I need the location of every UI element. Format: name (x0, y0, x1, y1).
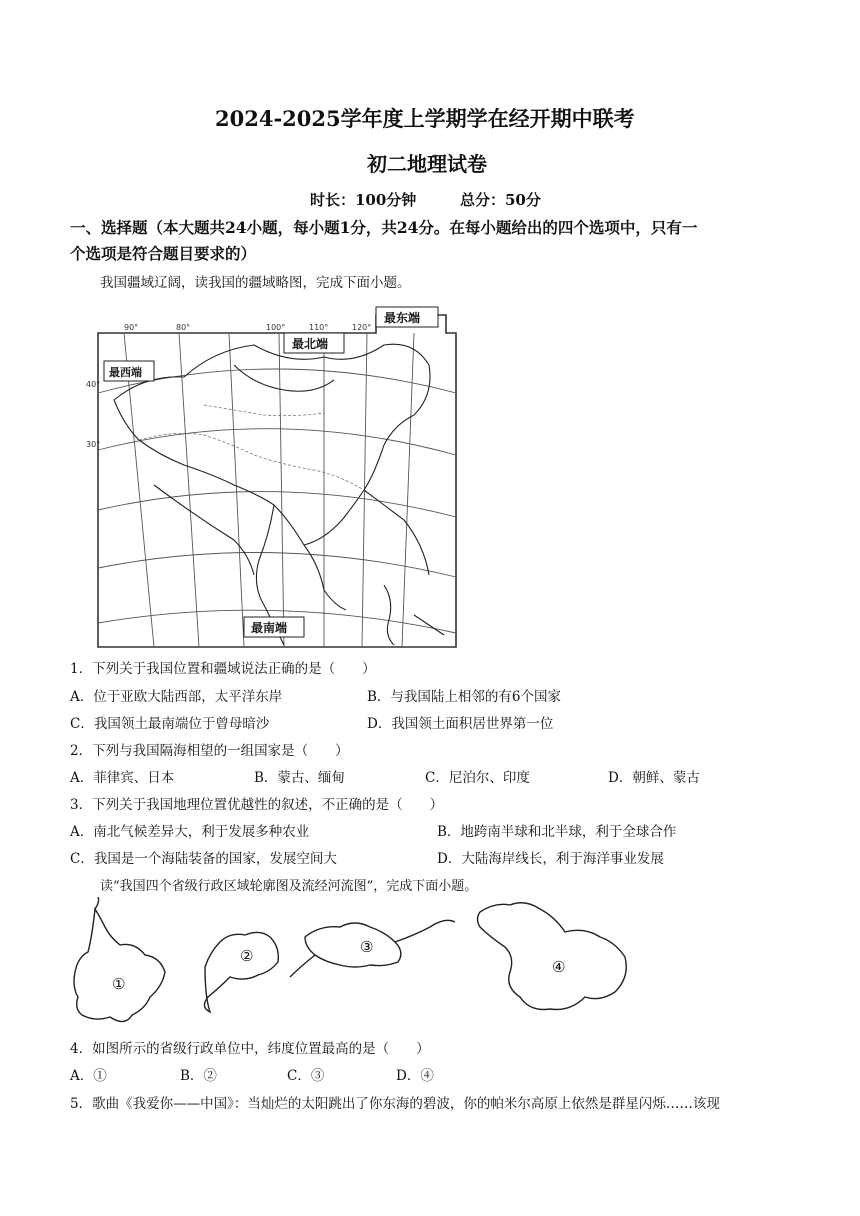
marker-4: ④ (552, 958, 566, 976)
question-2-option-c[interactable]: C．尼泊尔、印度 (425, 770, 530, 786)
lon-tick: 100° (266, 323, 286, 332)
exam-duration: 时长：100分钟 (310, 191, 417, 209)
label-eastmost (376, 307, 438, 327)
question-1-option-d[interactable]: D．我国领土面积居世界第一位 (367, 716, 554, 732)
question-2-stem: 2．下列与我国隔海相望的一组国家是（ ） (70, 743, 349, 759)
label-southmost (244, 617, 304, 637)
section-heading-cont: 个选项是符合题目要求的） (70, 244, 257, 263)
question-3-option-a[interactable]: A．南北气候差异大，利于发展多种农业 (70, 824, 310, 840)
section-heading: 一、选择题（本大题共24小题，每小题1分，共24分。在每小题给出的四个选项中，只有一 (70, 218, 698, 237)
question-4-option-b[interactable]: B．② (180, 1068, 217, 1084)
question-2-option-a[interactable]: A．菲律宾、日本 (70, 770, 175, 786)
question-4-option-a[interactable]: A．① (70, 1068, 107, 1084)
question-1-stem: 1．下列关于我国位置和疆域说法正确的是（ ） (70, 661, 376, 677)
lon-tick: 120° (352, 323, 372, 332)
question-4-option-c[interactable]: C．③ (287, 1068, 325, 1084)
question-3-option-d[interactable]: D．大陆海岸线长，利于海洋事业发展 (437, 851, 664, 867)
marker-2: ② (240, 947, 254, 965)
exam-total-score: 总分：50分 (460, 191, 541, 209)
province-outlines (70, 897, 640, 1032)
question-4-stem: 4．如图所示的省级行政单位中，纬度位置最高的是（ ） (70, 1041, 430, 1057)
question-5-stem: 5．歌曲《我爱你——中国》：当灿烂的太阳跳出了你东海的碧波，你的帕米尔高原上依然是群星闪烁……该现 (70, 1096, 720, 1112)
lat-tick: 30° (86, 440, 101, 449)
territory-map (84, 305, 469, 650)
question-3-stem: 3．下列关于我国地理位置优越性的叙述，不正确的是（ ） (70, 797, 444, 813)
marker-1: ① (112, 975, 126, 993)
svg-text:最西端: 最西端 (109, 366, 142, 379)
question-1-option-b[interactable]: B．与我国陆上相邻的有6个国家 (367, 689, 562, 705)
lon-tick: 110° (309, 323, 329, 332)
question-4-option-d[interactable]: D．④ (396, 1068, 434, 1084)
question-1-option-a[interactable]: A．位于亚欧大陆西部，太平洋东岸 (70, 689, 283, 705)
map-intro: 我国疆域辽阔，读我国的疆域略图，完成下面小题。 (100, 275, 411, 291)
lon-tick: 80° (176, 323, 191, 332)
paper-subtitle: 初二地理试卷 (367, 152, 487, 176)
svg-text:最南端: 最南端 (251, 621, 288, 635)
label-northmost (284, 333, 344, 353)
question-3-option-b[interactable]: B．地跨南半球和北半球，利于全球合作 (437, 824, 677, 840)
question-1-option-c[interactable]: C．我国领土最南端位于曾母暗沙 (70, 716, 270, 732)
question-2-option-b[interactable]: B．蒙古、缅甸 (254, 770, 345, 786)
page-title: 2024-2025学年度上学期学在经开期中联考 (215, 106, 635, 131)
question-3-option-c[interactable]: C．我国是一个海陆装备的国家，发展空间大 (70, 851, 337, 867)
marker-3: ③ (360, 938, 374, 956)
question-2-option-d[interactable]: D．朝鲜、蒙古 (608, 770, 700, 786)
label-westmost (104, 361, 154, 381)
outline-intro: 读“我国四个省级行政区域轮廓图及流经河流图”，完成下面小题。 (100, 879, 478, 894)
svg-text:最东端: 最东端 (384, 311, 421, 325)
lon-tick: 90° (124, 323, 139, 332)
svg-text:最北端: 最北端 (292, 337, 329, 351)
lat-tick: 40° (86, 380, 101, 389)
